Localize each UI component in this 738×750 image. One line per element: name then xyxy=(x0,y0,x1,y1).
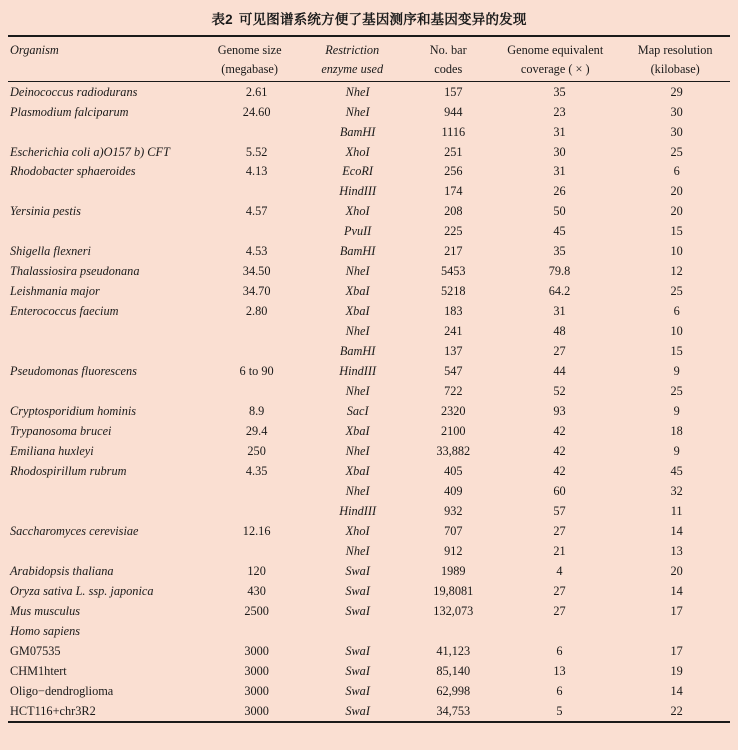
cell-genome-size: 8.9 xyxy=(248,404,265,419)
cell-genome-coverage: 6 xyxy=(556,683,563,698)
table-row xyxy=(8,541,730,561)
cell-organism xyxy=(8,342,209,362)
cell-organism: Thalassiosira pseudonana xyxy=(10,264,140,279)
cell-genome-size: 3000 xyxy=(244,703,269,718)
header-bar-codes-line2: codes xyxy=(434,62,463,77)
cell-organism: Saccharomyces cerevisiae xyxy=(10,523,139,538)
table-row xyxy=(8,681,730,701)
table-row xyxy=(8,641,730,661)
cell-map-resolution: 19 xyxy=(670,663,683,678)
cell-organism xyxy=(8,501,209,521)
cell-genome-size xyxy=(209,481,304,501)
cell-organism: CHM1htert xyxy=(10,663,67,678)
cell-genome-coverage: 27 xyxy=(553,603,566,618)
table-row xyxy=(8,601,730,621)
cell-map-resolution: 32 xyxy=(670,483,683,498)
table-row xyxy=(8,302,730,322)
table-row xyxy=(8,82,730,102)
cell-restriction-enzyme: EcoRI xyxy=(342,164,373,179)
cell-genome-size: 3000 xyxy=(244,663,269,678)
cell-genome-coverage: 27 xyxy=(553,583,566,598)
header-restriction-enzyme-line2: enzyme used xyxy=(321,62,384,77)
cell-organism: Homo sapiens xyxy=(10,623,81,638)
genome-table-body xyxy=(8,82,730,721)
cell-organism xyxy=(8,382,209,402)
cell-genome-coverage: 31 xyxy=(553,304,566,319)
table-row xyxy=(8,182,730,202)
cell-organism: Pseudomonas fluorescens xyxy=(10,364,137,379)
cell-bar-codes: 2320 xyxy=(440,404,466,419)
cell-genome-coverage: 60 xyxy=(553,483,566,498)
cell-restriction-enzyme: NheI xyxy=(345,444,370,459)
cell-genome-coverage: 21 xyxy=(553,543,566,558)
cell-genome-coverage: 5 xyxy=(556,703,563,718)
cell-map-resolution: 11 xyxy=(670,503,683,518)
cell-organism xyxy=(8,182,209,202)
cell-bar-codes: 34,753 xyxy=(436,703,471,718)
cell-bar-codes: 409 xyxy=(444,483,463,498)
table-row xyxy=(8,442,730,462)
cell-map-resolution: 15 xyxy=(670,224,683,239)
cell-map-resolution: 15 xyxy=(670,344,683,359)
cell-genome-size xyxy=(209,182,304,202)
cell-genome-coverage: 35 xyxy=(553,244,566,259)
cell-map-resolution: 6 xyxy=(673,304,680,319)
cell-organism: Deinococcus radiodurans xyxy=(10,84,138,99)
cell-genome-size: 34.50 xyxy=(242,264,271,279)
cell-bar-codes: 932 xyxy=(444,503,463,518)
table-row xyxy=(8,342,730,362)
cell-genome-coverage: 27 xyxy=(553,523,566,538)
cell-organism: Oligo−dendroglioma xyxy=(10,683,114,698)
cell-map-resolution: 22 xyxy=(670,703,683,718)
cell-map-resolution: 17 xyxy=(670,643,683,658)
table-row xyxy=(8,282,730,302)
table-row xyxy=(8,462,730,482)
cell-organism: Emiliana huxleyi xyxy=(10,444,94,459)
cell-organism: Shigella flexneri xyxy=(10,244,91,259)
header-genome-coverage-line2: coverage ( × ) xyxy=(520,62,590,77)
cell-restriction-enzyme: XhoI xyxy=(345,144,370,159)
cell-restriction-enzyme: XhoI xyxy=(345,204,370,219)
table-row xyxy=(8,501,730,521)
cell-genome-size: 4.35 xyxy=(245,464,268,478)
cell-genome-coverage: 42 xyxy=(553,424,566,439)
header-genome-coverage xyxy=(490,37,620,81)
table-row xyxy=(8,162,730,182)
cell-genome-coverage: 44 xyxy=(553,364,566,379)
cell-genome-coverage: 48 xyxy=(553,324,566,339)
cell-genome-size: 34.70 xyxy=(242,284,271,299)
cell-genome-size xyxy=(209,382,304,402)
cell-restriction-enzyme: XbaI xyxy=(345,304,370,319)
cell-bar-codes: 174 xyxy=(444,184,463,199)
cell-genome-coverage: 64.2 xyxy=(548,284,571,299)
cell-map-resolution: 25 xyxy=(670,144,683,159)
cell-bar-codes: 85,140 xyxy=(436,663,471,678)
cell-restriction-enzyme: HindIII xyxy=(339,364,377,379)
cell-bar-codes: 62,998 xyxy=(436,683,471,698)
cell-bar-codes: 2100 xyxy=(440,424,466,439)
cell-organism xyxy=(8,322,209,342)
cell-organism xyxy=(8,122,209,142)
cell-genome-coverage: 35 xyxy=(553,84,566,99)
genome-table xyxy=(8,37,730,81)
cell-bar-codes: 944 xyxy=(444,104,463,119)
cell-restriction-enzyme: NheI xyxy=(345,324,370,339)
cell-organism: Rhodobacter sphaeroides xyxy=(10,164,136,179)
cell-bar-codes: 19,8081 xyxy=(433,583,474,598)
table-row xyxy=(8,382,730,402)
cell-bar-codes: 241 xyxy=(444,324,463,339)
cell-map-resolution: 13 xyxy=(670,543,683,558)
header-map-resolution xyxy=(620,37,730,81)
cell-genome-coverage: 13 xyxy=(553,663,566,678)
cell-map-resolution: 14 xyxy=(670,683,683,698)
cell-restriction-enzyme: HindIII xyxy=(339,503,377,518)
header-map-resolution-line2: (kilobase) xyxy=(650,62,700,77)
cell-genome-size xyxy=(209,501,304,521)
cell-restriction-enzyme: XhoI xyxy=(345,523,370,538)
cell-bar-codes: 132,073 xyxy=(433,603,474,618)
header-genome-size-line2: (megabase) xyxy=(221,62,278,77)
table-row xyxy=(8,142,730,162)
cell-restriction-enzyme: NheI xyxy=(345,104,370,119)
cell-organism xyxy=(8,541,209,561)
cell-map-resolution: 20 xyxy=(670,184,683,199)
cell-map-resolution xyxy=(623,621,730,641)
cell-genome-size: 24.60 xyxy=(242,104,271,119)
cell-genome-coverage: 26 xyxy=(553,184,566,199)
cell-organism: Arabidopsis thaliana xyxy=(10,563,114,578)
cell-bar-codes: 225 xyxy=(444,224,463,239)
cell-genome-size: 4.57 xyxy=(245,204,268,219)
cell-genome-size: 12.16 xyxy=(242,523,271,538)
table-row xyxy=(8,122,730,142)
table-row xyxy=(8,222,730,242)
cell-restriction-enzyme: NheI xyxy=(345,543,370,558)
cell-map-resolution: 14 xyxy=(670,583,683,598)
cell-restriction-enzyme: BamHI xyxy=(339,244,376,259)
header-organism xyxy=(8,37,201,81)
cell-bar-codes: 5453 xyxy=(440,264,466,279)
cell-genome-coverage: 50 xyxy=(553,204,566,219)
cell-bar-codes: 5218 xyxy=(440,284,466,299)
table-row xyxy=(8,581,730,601)
cell-genome-coverage: 6 xyxy=(556,643,563,658)
cell-map-resolution: 20 xyxy=(670,204,683,219)
cell-restriction-enzyme: SwaI xyxy=(345,703,370,718)
header-row xyxy=(8,37,730,81)
cell-genome-coverage: 30 xyxy=(553,144,566,159)
cell-organism: Escherichia coli a)O157 b) CFT xyxy=(10,144,170,159)
table-row xyxy=(8,262,730,282)
table-caption xyxy=(8,0,730,35)
header-genome-size xyxy=(201,37,298,81)
cell-map-resolution: 17 xyxy=(670,603,683,618)
cell-map-resolution: 9 xyxy=(673,364,680,379)
cell-restriction-enzyme: PvuII xyxy=(343,224,372,239)
cell-map-resolution: 14 xyxy=(670,523,683,538)
table-row xyxy=(8,701,730,721)
cell-bar-codes: 912 xyxy=(444,543,463,558)
cell-genome-size xyxy=(209,322,304,342)
cell-organism: Oryza sativa L. ssp. japonica xyxy=(10,583,154,598)
cell-genome-coverage: 4 xyxy=(556,563,563,578)
cell-genome-size: 6 to 90 xyxy=(239,364,274,379)
cell-restriction-enzyme: SwaI xyxy=(345,563,370,578)
cell-bar-codes xyxy=(411,621,496,641)
cell-restriction-enzyme: XbaI xyxy=(345,284,370,299)
cell-restriction-enzyme: SwaI xyxy=(345,603,370,618)
cell-genome-coverage: 31 xyxy=(553,124,566,139)
cell-genome-size: 4.13 xyxy=(245,164,268,179)
header-bar-codes-line1: No. bar xyxy=(429,43,467,57)
cell-genome-coverage: 42 xyxy=(553,444,566,459)
cell-organism xyxy=(8,481,209,501)
cell-organism: Trypanosoma brucei xyxy=(10,424,112,439)
cell-restriction-enzyme: NheI xyxy=(345,84,370,99)
cell-bar-codes: 137 xyxy=(444,344,463,359)
cell-map-resolution: 10 xyxy=(670,244,683,259)
cell-genome-size: 3000 xyxy=(244,683,269,698)
cell-bar-codes: 1989 xyxy=(440,563,466,578)
table-body xyxy=(8,82,730,721)
cell-bar-codes: 707 xyxy=(444,523,463,538)
cell-map-resolution: 29 xyxy=(670,84,683,99)
cell-map-resolution: 30 xyxy=(670,104,683,119)
cell-restriction-enzyme: XbaI xyxy=(345,424,370,439)
header-genome-size-line1: Genome size xyxy=(217,43,282,57)
cell-genome-size xyxy=(209,541,304,561)
cell-genome-size: 2500 xyxy=(244,603,269,618)
cell-genome-size: 29.4 xyxy=(245,424,268,439)
cell-map-resolution: 12 xyxy=(670,264,683,279)
cell-genome-size: 2.80 xyxy=(245,304,268,319)
table-row xyxy=(8,242,730,262)
cell-organism: Mus musculus xyxy=(10,603,81,618)
table-row xyxy=(8,521,730,541)
header-restriction-enzyme xyxy=(298,37,406,81)
cell-restriction-enzyme: BamHI xyxy=(339,344,376,359)
cell-organism xyxy=(8,222,209,242)
cell-restriction-enzyme: SacI xyxy=(346,404,369,419)
cell-bar-codes: 547 xyxy=(444,364,463,379)
caption-number: 表2 xyxy=(211,12,233,27)
cell-genome-size: 430 xyxy=(247,583,266,598)
cell-genome-size xyxy=(209,222,304,242)
caption-text: 可见图谱系统方便了基因测序和基因变异的发现 xyxy=(238,12,527,27)
cell-genome-size xyxy=(209,621,304,641)
cell-genome-size: 5.52 xyxy=(245,144,268,159)
cell-map-resolution: 18 xyxy=(670,424,683,439)
cell-restriction-enzyme: HindIII xyxy=(339,184,377,199)
cell-map-resolution: 25 xyxy=(670,384,683,399)
cell-genome-coverage: 23 xyxy=(553,104,566,119)
cell-organism: Yersinia pestis xyxy=(10,204,81,219)
cell-organism: Leishmania major xyxy=(10,284,100,299)
cell-genome-size: 4.53 xyxy=(245,244,268,259)
cell-genome-size: 120 xyxy=(247,563,266,578)
cell-bar-codes: 157 xyxy=(444,84,463,99)
table-row xyxy=(8,621,730,641)
cell-bar-codes: 1116 xyxy=(441,124,466,139)
table-row xyxy=(8,102,730,122)
cell-restriction-enzyme xyxy=(304,621,411,641)
cell-genome-coverage: 31 xyxy=(553,164,566,179)
cell-genome-coverage: 57 xyxy=(553,503,566,518)
cell-bar-codes: 405 xyxy=(444,464,463,478)
cell-restriction-enzyme: SwaI xyxy=(345,663,370,678)
cell-map-resolution: 6 xyxy=(673,164,680,179)
cell-genome-coverage: 52 xyxy=(553,384,566,399)
cell-genome-coverage: 79.8 xyxy=(548,264,571,279)
cell-genome-size: 250 xyxy=(247,444,266,459)
cell-restriction-enzyme: NheI xyxy=(345,483,370,498)
cell-bar-codes: 251 xyxy=(444,144,463,159)
cell-organism: HCT116+chr3R2 xyxy=(10,703,96,718)
bottom-rule xyxy=(8,721,730,723)
cell-bar-codes: 256 xyxy=(444,164,463,179)
table-row xyxy=(8,661,730,681)
header-map-resolution-line1: Map resolution xyxy=(637,43,713,57)
cell-restriction-enzyme: NheI xyxy=(345,264,370,279)
cell-organism: Cryptosporidium hominis xyxy=(10,404,137,419)
cell-bar-codes: 33,882 xyxy=(436,444,471,459)
cell-restriction-enzyme: BamHI xyxy=(339,124,376,139)
cell-bar-codes: 217 xyxy=(444,244,463,259)
cell-organism: Plasmodium falciparum xyxy=(10,104,129,119)
cell-map-resolution: 9 xyxy=(673,404,680,419)
table-header xyxy=(8,37,730,81)
cell-genome-coverage: 42 xyxy=(553,464,566,478)
cell-genome-coverage: 27 xyxy=(553,344,566,359)
cell-bar-codes: 183 xyxy=(444,304,463,319)
cell-genome-coverage xyxy=(496,621,624,641)
header-restriction-enzyme-line1: Restriction xyxy=(325,43,380,57)
cell-map-resolution: 30 xyxy=(670,124,683,139)
cell-map-resolution: 45 xyxy=(670,464,683,478)
table-row xyxy=(8,202,730,222)
cell-map-resolution: 9 xyxy=(673,444,680,459)
cell-restriction-enzyme: NheI xyxy=(345,384,370,399)
cell-bar-codes: 41,123 xyxy=(436,643,471,658)
table-row xyxy=(8,422,730,442)
cell-bar-codes: 208 xyxy=(444,204,463,219)
table-row xyxy=(8,402,730,422)
cell-restriction-enzyme: SwaI xyxy=(345,643,370,658)
cell-genome-size xyxy=(209,122,304,142)
cell-organism: Rhodospirillum rubrum xyxy=(10,464,127,478)
table-row xyxy=(8,561,730,581)
table-row xyxy=(8,322,730,342)
table-row xyxy=(8,362,730,382)
cell-genome-size: 3000 xyxy=(244,643,269,658)
cell-genome-coverage: 93 xyxy=(553,404,566,419)
cell-restriction-enzyme: SwaI xyxy=(345,583,370,598)
header-genome-coverage-line1: Genome equivalent xyxy=(507,43,604,57)
cell-map-resolution: 10 xyxy=(670,324,683,339)
cell-genome-size: 2.61 xyxy=(245,84,268,99)
cell-map-resolution: 20 xyxy=(670,563,683,578)
header-organism-line1: Organism xyxy=(10,43,59,57)
cell-genome-coverage: 45 xyxy=(553,224,566,239)
cell-map-resolution: 25 xyxy=(670,284,683,299)
header-bar-codes xyxy=(406,37,490,81)
cell-organism: Enterococcus faecium xyxy=(10,304,119,319)
cell-restriction-enzyme: SwaI xyxy=(345,683,370,698)
cell-organism: GM07535 xyxy=(10,643,61,658)
cell-bar-codes: 722 xyxy=(444,384,463,399)
cell-genome-size xyxy=(209,342,304,362)
cell-restriction-enzyme: XbaI xyxy=(345,464,370,478)
table-row xyxy=(8,481,730,501)
